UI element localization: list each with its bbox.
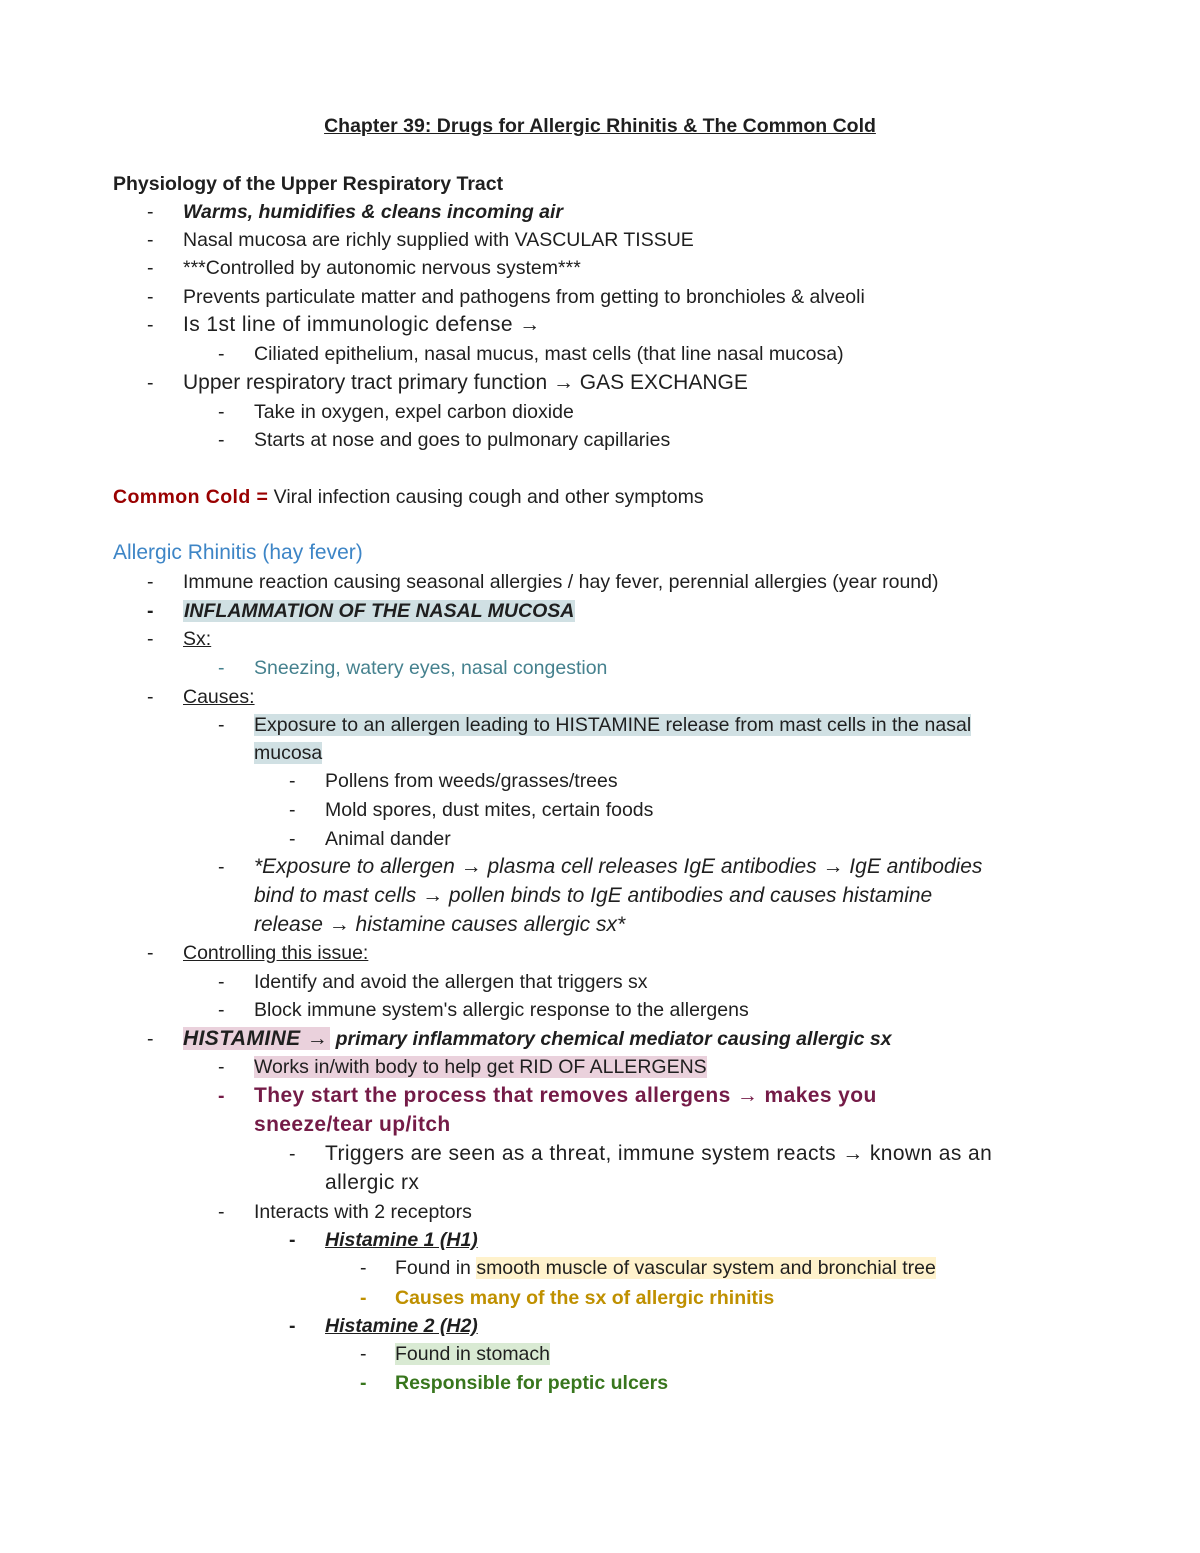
physiology-heading: Physiology of the Upper Respiratory Tract [113,173,504,195]
bullet: - [147,1028,154,1050]
bullet: - [218,1201,225,1223]
bullet: - [218,657,225,679]
bullet: - [360,1287,367,1309]
physiology-item: ***Controlled by autonomic nervous system*** [183,257,581,279]
receptors-item: Interacts with 2 receptors [254,1201,472,1223]
cascade-line: *Exposure to allergen → plasma cell releases IgE antibodies → IgE antibodies [254,855,983,878]
bullet: - [218,429,225,451]
histamine-item [183,1026,892,1052]
h1-found-location: smooth muscle of vascular system and bronchial tree [476,1257,936,1279]
bullet: - [289,1229,296,1251]
bullet: - [147,229,154,251]
bullet: - [218,343,225,365]
controlling-item: Identify and avoid the allergen that triggers sx [254,971,648,993]
bullet: - [218,1085,225,1107]
bullet: - [289,770,296,792]
works-text: Works in/with body to help get RID OF ALLERGENS [254,1056,707,1078]
h2-found-text: Found in stomach [395,1343,551,1365]
process-line: They start the process that removes allergens → makes you [254,1084,877,1107]
physiology-subitem: Ciliated epithelium, nasal mucus, mast cells (that line nasal mucosa) [254,343,844,365]
bullet: - [360,1343,367,1365]
process-line: sneeze/tear up/itch [254,1113,451,1136]
exposure-text-2: mucosa [254,742,323,764]
bullet: - [147,600,154,622]
physiology-subitem: Take in oxygen, expel carbon dioxide [254,401,574,423]
bullet: - [289,1143,296,1165]
triggers-line: Triggers are seen as a threat, immune system reacts → known as an [325,1142,993,1165]
physiology-item: Prevents particulate matter and pathogens from getting to bronchioles & alveoli [183,286,865,308]
physiology-item: Upper respiratory tract primary function → GAS EXCHANGE [183,371,748,394]
controlling-label: Controlling this issue: [183,942,369,964]
works-item [254,1054,707,1080]
bullet: - [218,714,225,736]
bullet: - [147,314,154,336]
cascade-line: release → histamine causes allergic sx* [254,913,626,936]
bullet: - [147,571,154,593]
triggers-line: allergic rx [325,1171,420,1194]
allergen-item: Animal dander [325,828,451,850]
bullet: - [147,201,154,223]
bullet: - [289,1315,296,1337]
histamine-term: HISTAMINE → [183,1027,329,1050]
exposure-text-1: Exposure to an allergen leading to HISTAMINE release from mast cells in the nasal [254,714,972,736]
inflammation-item [183,598,575,624]
common-cold-term: Common Cold = [113,486,269,508]
bullet: - [218,1056,225,1078]
h2-found [395,1341,550,1367]
h1-found-prefix: Found in [395,1257,477,1279]
sx-label: Sx: [183,628,212,650]
physiology-item: Nasal mucosa are richly supplied with VASCULAR TISSUE [183,229,694,251]
allergen-item: Pollens from weeds/grasses/trees [325,770,618,792]
h1-label: Histamine 1 (H1) [325,1229,478,1251]
bullet: - [289,799,296,821]
common-cold-text: Viral infection causing cough and other symptoms [268,486,704,508]
h2-responsible: Responsible for peptic ulcers [395,1372,669,1394]
bullet: - [147,686,154,708]
bullet: - [289,828,296,850]
bullet: - [147,372,154,394]
bullet: - [147,628,154,650]
h1-causes: Causes many of the sx of allergic rhinitis [395,1287,775,1309]
bullet: - [218,856,225,878]
physiology-subitem: Starts at nose and goes to pulmonary capillaries [254,429,671,451]
physiology-item: Is 1st line of immunologic defense → [183,313,541,336]
bullet: - [147,942,154,964]
bullet: - [147,286,154,308]
causes-label: Causes: [183,686,255,708]
immune-reaction-item: Immune reaction causing seasonal allergies / hay fever, perennial allergies (year round) [183,571,939,593]
bullet: - [147,257,154,279]
bullet: - [360,1372,367,1394]
cascade-line: bind to mast cells → pollen binds to IgE antibodies and causes histamine [254,884,933,907]
physiology-item: Warms, humidifies & cleans incoming air [183,201,563,223]
sx-detail: Sneezing, watery eyes, nasal congestion [254,657,608,679]
histamine-description: primary inflammatory chemical mediator causing allergic sx [330,1028,892,1050]
inflammation-text: INFLAMMATION OF THE NASAL MUCOSA [184,600,575,622]
bullet: - [218,401,225,423]
page-title: Chapter 39: Drugs for Allergic Rhinitis & The Common Cold [324,115,876,137]
common-cold-definition [113,484,704,510]
allergic-rhinitis-heading: Allergic Rhinitis (hay fever) [113,541,363,564]
bullet: - [218,971,225,993]
bullet: - [218,999,225,1021]
exposure-line [254,740,322,766]
h2-label: Histamine 2 (H2) [325,1315,478,1337]
controlling-item: Block immune system's allergic response to the allergens [254,999,749,1021]
bullet: - [360,1257,367,1279]
exposure-line [254,712,971,738]
allergen-item: Mold spores, dust mites, certain foods [325,799,654,821]
h1-found [395,1255,936,1281]
